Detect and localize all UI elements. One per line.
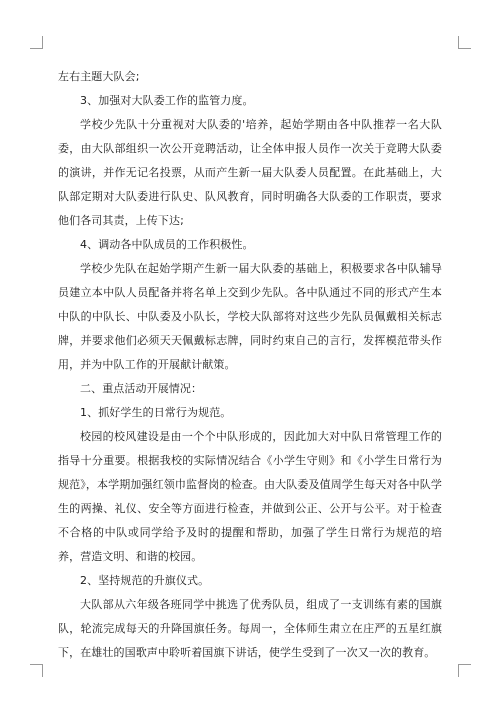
paragraph-supervision: 学校少先队十分重视对大队委的'培养，起始学期由各中队推荐一名大队委，由大队部组织一次公开竞聘活动，让全体申报人员作一次关于竞聘大队委的演讲，并作无记名投票，从而产生新一届大队委人员配置。在此基础上，大队部定期对大队委进行队史、队风教育，同时明确各大队委的工作职责，要求他们各司其责，上传下达;	[58, 118, 442, 227]
section-heading-key-activities: 二、重点活动开展情况：	[80, 382, 203, 395]
crop-mark-bottom-left	[30, 664, 43, 677]
paragraph-continuation: 左右主题大队会;	[58, 70, 140, 83]
document-body	[58, 65, 442, 665]
section-heading-daily-behavior: 1、抓好学生的日常行为规范。	[80, 406, 232, 419]
section-heading-flag-ceremony: 2、坚持规范的升旗仪式。	[80, 574, 210, 587]
section-heading-motivation: 4、调动各中队成员的工作积极性。	[80, 238, 254, 251]
paragraph-flag-ceremony: 大队部从六年级各班同学中挑选了优秀队员，组成了一支训练有素的国旗队，轮流完成每天的升降国旗任务。每周一，全体师生肃立在庄严的五星红旗下，在雄壮的国歌声中聆听着国旗下讲话，使学生受到了一次又一次的教育。	[58, 598, 442, 659]
crop-mark-bottom-right	[458, 664, 471, 677]
paragraph-daily-behavior: 校园的校风建设是由一个个中队形成的，因此加大对中队日常管理工作的指导十分重要。根据我校的实际情况结合《小学生守则》和《小学生日常行为规范》，本学期加强红领巾监督岗的检查。由大队委及值周学生每天对各中队学生的两操、礼仪、安全等方面进行检查，并做到公正、公开与公平。对于检查不合格的中队或同学给予及时的提醒和帮助，加强了学生日常行为规范的培养，营造文明、和谐的校园。	[58, 430, 442, 563]
section-heading-supervision: 3、加强对大队委工作的监管力度。	[80, 94, 254, 107]
crop-mark-top-left	[30, 36, 43, 49]
paragraph-motivation: 学校少先队在起始学期产生新一届大队委的基础上，积极要求各中队辅导员建立本中队人员配备并将名单上交到少先队。各中队通过不同的形式产生本中队的中队长、中队委及小队长，学校大队部将对这些少先队员佩戴相关标志牌，并要求他们必须天天佩戴标志牌，同时约束自己的言行，发挥模范带头作用，并为中队工作的开展献计献策。	[58, 262, 442, 371]
crop-mark-top-right	[458, 36, 471, 49]
